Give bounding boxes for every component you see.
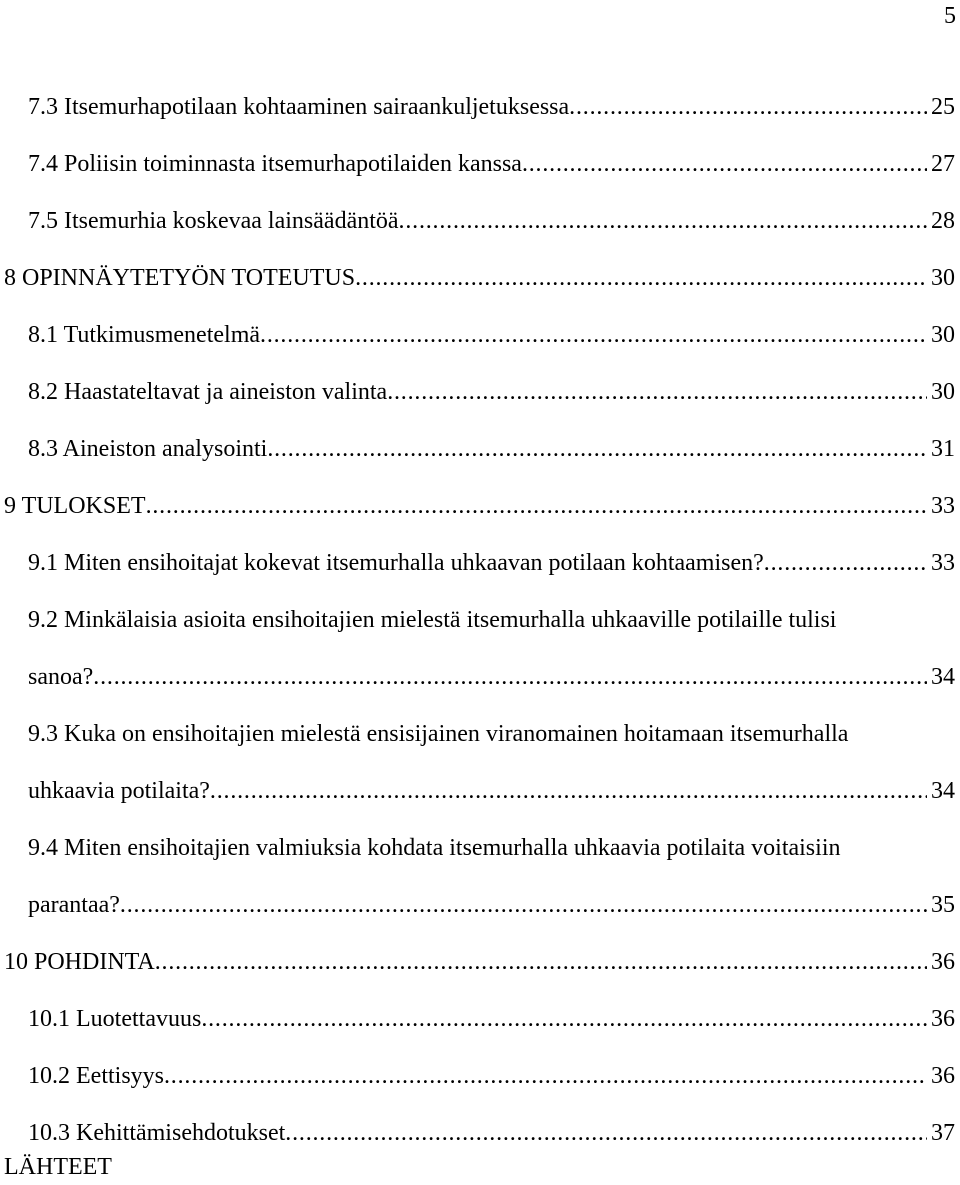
- toc-entry-9-3[interactable]: [0, 774, 955, 808]
- toc-entry-page: 33: [931, 493, 955, 519]
- toc-entry-7-3[interactable]: [0, 90, 955, 124]
- toc-entry-lahteet[interactable]: [0, 1150, 955, 1184]
- toc-entry-10[interactable]: [0, 945, 955, 979]
- toc-entry-title: 7.5 Itsemurhia koskevaa lainsäädäntöä: [28, 208, 399, 234]
- toc-leader-dots: [387, 375, 927, 409]
- toc-leader-dots: [155, 945, 927, 979]
- toc-entry-9-1[interactable]: [0, 546, 955, 580]
- toc-entry-8-1[interactable]: [0, 318, 955, 352]
- toc-entry-title: 10.3 Kehittämisehdotukset: [28, 1120, 286, 1146]
- toc-entry-9[interactable]: [0, 489, 955, 523]
- toc-entry-title: 10.2 Eettisyys: [28, 1063, 164, 1089]
- toc-entry-title: LÄHTEET: [4, 1154, 112, 1180]
- toc-entry-page: 27: [931, 151, 955, 177]
- toc-entry-title: 8 OPINNÄYTETYÖN TOTEUTUS: [4, 265, 356, 291]
- toc-entry-title: parantaa?: [28, 892, 120, 918]
- toc-entry-9-4-line1[interactable]: 9.4 Miten ensihoitajien valmiuksia kohdata itsemurhalla uhkaavia potilaita voitaisiin: [28, 835, 841, 861]
- toc-entry-7-5[interactable]: [0, 204, 955, 238]
- toc-entry-page: 36: [931, 1063, 955, 1089]
- toc-entry-page: 31: [931, 436, 955, 462]
- toc-entry-title: uhkaavia potilaita?: [28, 778, 210, 804]
- toc-leader-dots: [120, 888, 927, 922]
- toc-entry-8-2[interactable]: [0, 375, 955, 409]
- toc-entry-title: sanoa?: [28, 664, 94, 690]
- toc-entry-page: 30: [931, 265, 955, 291]
- toc-entry-10-3[interactable]: [0, 1116, 955, 1150]
- toc-entry-title: 7.4 Poliisin toiminnasta itsemurhapotilaiden kanssa: [28, 151, 522, 177]
- toc-entry-title: 10.1 Luotettavuus: [28, 1006, 202, 1032]
- toc-entry-page: 34: [931, 778, 955, 804]
- toc-entry-title: 8.3 Aineiston analysointi: [28, 436, 268, 462]
- toc-entry-9-2-line1[interactable]: 9.2 Minkälaisia asioita ensihoitajien mielestä itsemurhalla uhkaaville potilaille tulisi: [28, 607, 837, 633]
- toc-leader-dots: [260, 318, 927, 352]
- toc-leader-dots: [522, 147, 927, 181]
- toc-entry-page: 28: [931, 208, 955, 234]
- toc-entry-8[interactable]: [0, 261, 955, 295]
- toc-entry-page: 36: [931, 1006, 955, 1032]
- toc-entry-title: 9.1 Miten ensihoitajat kokevat itsemurhalla uhkaavan potilaan kohtaamisen?: [28, 550, 764, 576]
- toc-entry-page: 25: [931, 94, 955, 120]
- toc-entry-10-1[interactable]: [0, 1002, 955, 1036]
- toc-entry-title: 7.3 Itsemurhapotilaan kohtaaminen sairaankuljetuksessa: [28, 94, 570, 120]
- toc-entry-title: 9 TULOKSET: [4, 493, 146, 519]
- toc-entry-page: 30: [931, 322, 955, 348]
- toc-entry-page: 30: [931, 379, 955, 405]
- toc-leader-dots: [285, 1116, 927, 1150]
- toc-entry-7-4[interactable]: [0, 147, 955, 181]
- page-number: 5: [944, 3, 956, 29]
- toc-entry-10-2[interactable]: [0, 1059, 955, 1093]
- toc-leader-dots: [399, 204, 927, 238]
- toc-leader-dots: [93, 660, 927, 694]
- toc-leader-dots: [210, 774, 927, 808]
- toc-leader-dots: [764, 546, 927, 580]
- toc-entry-title: 8.2 Haastateltavat ja aineiston valinta: [28, 379, 388, 405]
- toc-leader-dots: [569, 90, 927, 124]
- toc-entry-page: 36: [931, 949, 955, 975]
- toc-leader-dots: [146, 489, 927, 523]
- toc-entry-9-4[interactable]: [0, 888, 955, 922]
- toc-entry-9-2[interactable]: [0, 660, 955, 694]
- toc-entry-page: 34: [931, 664, 955, 690]
- toc-entry-page: 33: [931, 550, 955, 576]
- toc-entry-page: 37: [931, 1120, 955, 1146]
- toc-entry-page: 35: [931, 892, 955, 918]
- toc-leader-dots: [201, 1002, 927, 1036]
- toc-entry-title: 10 POHDINTA: [4, 949, 155, 975]
- toc-entry-9-3-line1[interactable]: 9.3 Kuka on ensihoitajien mielestä ensisijainen viranomainen hoitamaan itsemurhalla: [28, 721, 849, 747]
- toc-entry-title: 8.1 Tutkimusmenetelmä: [28, 322, 261, 348]
- toc-leader-dots: [355, 261, 927, 295]
- toc-leader-dots: [267, 432, 927, 466]
- toc-leader-dots: [164, 1059, 927, 1093]
- toc-entry-8-3[interactable]: [0, 432, 955, 466]
